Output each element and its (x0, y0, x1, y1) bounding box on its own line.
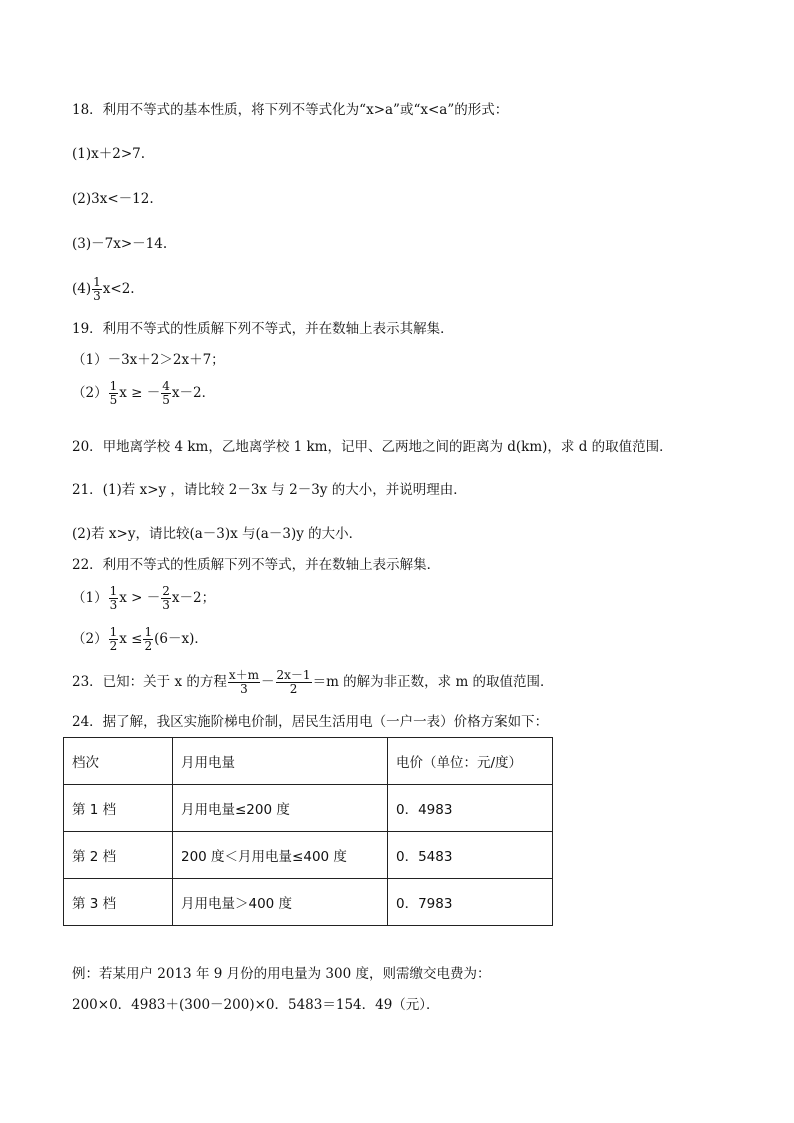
fraction-denominator: 3 (240, 682, 248, 696)
q23-fraction-2 (276, 669, 312, 696)
table-row (64, 832, 553, 879)
q22-part2 (72, 626, 208, 653)
fraction-numerator: 1 (144, 625, 153, 639)
q18-part4 (72, 276, 135, 303)
fraction-denominator: 2 (289, 682, 298, 696)
q18-part2: (2)3x<－12. (72, 191, 154, 207)
table-header-cell: 档次 (64, 738, 173, 785)
q22-p2-fraction-2 (143, 626, 153, 653)
fraction-denominator: 3 (162, 598, 170, 612)
fraction-denominator: 2 (109, 639, 118, 653)
q22-p1-fraction-2 (161, 585, 171, 612)
q23-prefix: 23．已知：关于 x 的方程 (72, 674, 227, 690)
table-row (64, 879, 553, 926)
q19-stem: 19．利用不等式的性质解下列不等式，并在数轴上表示其解集． (72, 321, 454, 337)
fraction-denominator: 5 (162, 393, 170, 407)
q18-part4-suffix: x<2. (102, 281, 135, 297)
q22-part2-prefix: （2） (72, 631, 108, 647)
table-cell: 第 2 档 (64, 832, 173, 879)
table-row (64, 785, 553, 832)
q22-part1-mid: x > － (119, 590, 161, 606)
q23-stem (72, 669, 554, 696)
q18-part1: (1)x＋2>7. (72, 146, 146, 162)
price-table (63, 737, 553, 926)
fraction-denominator: 5 (109, 393, 118, 407)
q23-suffix: ＝m 的解为非正数，求 m 的取值范围． (312, 674, 554, 690)
q22-p2-fraction-1 (109, 626, 119, 653)
q19-part1: （1）－3x＋2＞2x＋7； (72, 352, 225, 368)
q23-minus: － (261, 674, 275, 690)
q19-fraction-2 (161, 380, 171, 407)
q18-part3: (3)－7x>－14. (72, 236, 168, 252)
q22-part1 (72, 585, 215, 612)
q24-example: 例：若某用户 2013 年 9 月份的用电量为 300 度，则需缴交电费为： (72, 966, 491, 982)
fraction-numerator: 1 (109, 379, 118, 393)
fraction-numerator: x＋m (228, 668, 260, 682)
fraction-denominator: 3 (93, 289, 101, 303)
table-cell: 0．4983 (388, 785, 553, 832)
q22-p1-fraction-1 (109, 585, 119, 612)
q23-fraction-1 (228, 669, 260, 696)
table-cell: 0．5483 (388, 832, 553, 879)
fraction-numerator: 2 (162, 584, 170, 598)
q18-part4-prefix: (4) (72, 281, 92, 297)
table-header-cell: 月用电量 (173, 738, 388, 785)
table-cell: 月用电量＞400 度 (173, 879, 388, 926)
table-cell: 0．7983 (388, 879, 553, 926)
fraction-numerator: 1 (109, 584, 118, 598)
fraction-numerator: 1 (109, 625, 118, 639)
q19-fraction-1 (109, 380, 119, 407)
q21-part2: (2)若 x>y，请比较(a－3)x 与(a－3)y 的大小． (72, 526, 363, 542)
q22-stem: 22．利用不等式的性质解下列不等式，并在数轴上表示解集． (72, 557, 441, 573)
q19-part2-prefix: （2） (72, 385, 108, 401)
fraction-denominator: 3 (109, 598, 118, 612)
q22-part2-suffix: (6－x)． (154, 631, 208, 647)
q19-part2-suffix: x－2． (171, 385, 216, 401)
q20-stem: 20．甲地离学校 4 km，乙地离学校 1 km，记甲、乙两地之间的距离为 d(km)，求 d 的取值范围． (72, 439, 673, 455)
table-cell: 第 1 档 (64, 785, 173, 832)
q22-part2-mid: x ≤ (119, 631, 143, 647)
table-cell: 月用电量≤200 度 (173, 785, 388, 832)
q18-part4-fraction (92, 276, 102, 303)
q18-stem: 18．利用不等式的基本性质，将下列不等式化为“x>a”或“x<a”的形式： (72, 102, 509, 118)
fraction-numerator: 2x－1 (276, 668, 311, 682)
table-header-cell: 电价（单位：元/度） (388, 738, 553, 785)
q21-part1: 21．(1)若 x>y ，请比较 2－3x 与 2－3y 的大小，并说明理由． (72, 482, 467, 498)
q24-calculation: 200×0．4983＋(300－200)×0．5483＝154．49（元）． (72, 997, 440, 1013)
table-cell: 第 3 档 (64, 879, 173, 926)
q19-part2 (72, 380, 215, 407)
fraction-numerator: 1 (93, 275, 101, 289)
q24-stem: 24．据了解，我区实施阶梯电价制，居民生活用电（一户一表）价格方案如下： (72, 714, 549, 730)
q22-part1-prefix: （1） (72, 590, 108, 606)
table-header-row (64, 738, 553, 785)
q22-part1-suffix: x－2； (171, 590, 216, 606)
fraction-numerator: 4 (162, 379, 170, 393)
fraction-denominator: 2 (144, 639, 153, 653)
table-cell: 200 度＜月用电量≤400 度 (173, 832, 388, 879)
q19-part2-mid: x ≥ － (119, 385, 161, 401)
